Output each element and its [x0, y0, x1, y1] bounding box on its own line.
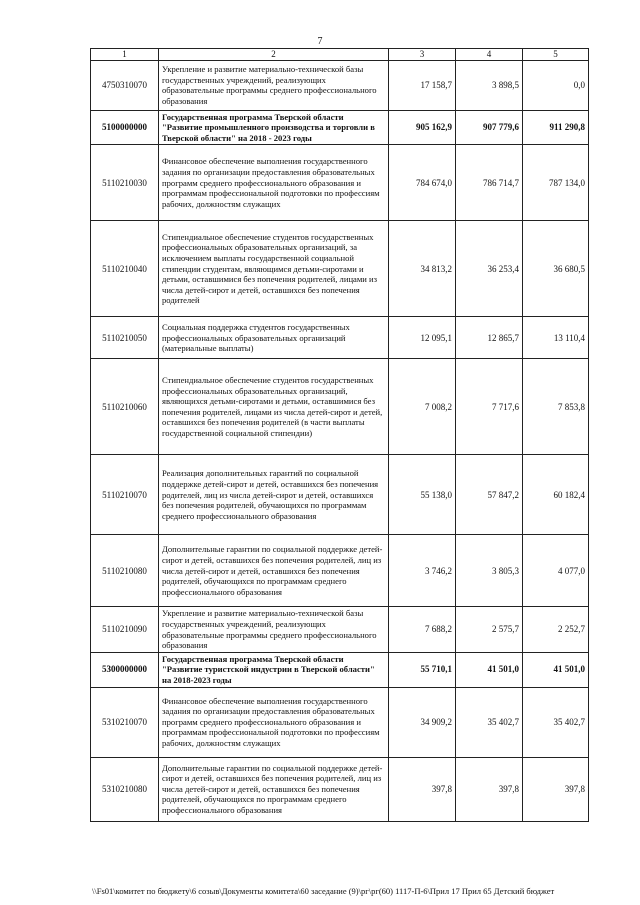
- value-2018-cell: 34 909,2: [389, 687, 456, 757]
- column-header: 4: [456, 49, 523, 61]
- value-2019-cell: 7 717,6: [456, 359, 523, 455]
- value-2019-cell: 3 805,3: [456, 535, 523, 607]
- code-cell: 5110210030: [91, 145, 159, 221]
- code-cell: 5110210070: [91, 455, 159, 535]
- value-2020-cell: 35 402,7: [523, 687, 589, 757]
- description-cell: Реализация дополнительных гарантий по социальной поддержке детей-сирот и детей, оставшихся без попечения родителей, лиц из числа детей-сирот и детей, оставшихся без попечения родителей, обучающихся по программам среднего профессионального образования: [159, 455, 389, 535]
- code-cell: 5310210070: [91, 687, 159, 757]
- column-header: 3: [389, 49, 456, 61]
- description-cell: Финансовое обеспечение выполнения государственного задания по организации предоставления образовательных программ среднего профессионального образования и программам профессиональной подготовки по профессиям рабочих, должностям служащих: [159, 687, 389, 757]
- page-number: 7: [317, 36, 323, 47]
- table-row: [91, 535, 589, 607]
- table-header-row: [91, 49, 589, 61]
- description-cell: Дополнительные гарантии по социальной поддержке детей-сирот и детей, оставшихся без попечения родителей, лиц из числа детей-сирот и детей, оставшихся без попечения родителей, обучающихся по программам среднего профессионального образования: [159, 535, 389, 607]
- table-row: [91, 757, 589, 821]
- description-cell: Государственная программа Тверской области "Развитие туристской индустрии в Тверской области" на 2018-2023 годы: [159, 652, 389, 687]
- description-cell: Социальная поддержка студентов государственных профессиональных образовательных организаций (материальные выплаты): [159, 317, 389, 359]
- value-2019-cell: 12 865,7: [456, 317, 523, 359]
- column-header: 5: [523, 49, 589, 61]
- description-cell: Стипендиальное обеспечение студентов государственных профессиональных образовательных организаций, за исключением выплаты государственной социальной стипендии студентам, являющимся детьми-сиротами и детьми, оставшимися без попечения родителей, лицами из числа детей-сирот и детей, оставшихся без попечения родителей: [159, 221, 389, 317]
- value-2018-cell: 34 813,2: [389, 221, 456, 317]
- value-2019-cell: 57 847,2: [456, 455, 523, 535]
- description-cell: Укрепление и развитие материально-технической базы государственных учреждений, реализующих образовательные программы среднего профессионального образования: [159, 607, 389, 652]
- value-2020-cell: 0,0: [523, 60, 589, 110]
- table-row: [91, 687, 589, 757]
- value-2019-cell: 397,8: [456, 757, 523, 821]
- value-2020-cell: 2 252,7: [523, 607, 589, 652]
- value-2019-cell: 41 501,0: [456, 652, 523, 687]
- code-cell: 5100000000: [91, 110, 159, 145]
- value-2019-cell: 35 402,7: [456, 687, 523, 757]
- value-2020-cell: 787 134,0: [523, 145, 589, 221]
- table-row: [91, 60, 589, 110]
- value-2020-cell: 4 077,0: [523, 535, 589, 607]
- description-cell: Финансовое обеспечение выполнения государственного задания по организации предоставления образовательных программ среднего профессионального образования и программам профессиональной подготовки по профессиям рабочих, должностям служащих: [159, 145, 389, 221]
- value-2019-cell: 907 779,6: [456, 110, 523, 145]
- value-2018-cell: 17 158,7: [389, 60, 456, 110]
- table-row: [91, 455, 589, 535]
- description-cell: Укрепление и развитие материально-технической базы государственных учреждений, реализующих образовательные программы среднего профессионального образования: [159, 60, 389, 110]
- code-cell: 5110210080: [91, 535, 159, 607]
- description-cell: Стипендиальное обеспечение студентов государственных профессиональных образовательных организаций, являющихся детьми-сиротами и детьми, оставшимися без попечения родителей, лицами из числа детей-сирот и детей, оставшихся без попечения родителей (в части выплаты государственной социальной стипендии): [159, 359, 389, 455]
- description-cell: Государственная программа Тверской области "Развитие промышленного производства и торговли в Тверской области" на 2018 - 2023 годы: [159, 110, 389, 145]
- file-path-footer: \\Fs01\комитет по бюджету\6 созыв\Документы комитета\60 заседание (9)\рг\рг(60) 1117-П-6\Прил 17 Прил 65 Детский бюджет: [92, 886, 555, 896]
- value-2020-cell: 60 182,4: [523, 455, 589, 535]
- description-cell: Дополнительные гарантии по социальной поддержке детей-сирот и детей, оставшихся без попечения родителей, лиц из числа детей-сирот и детей, оставшихся без попечения родителей, обучающихся по программам среднего профессионального образования: [159, 757, 389, 821]
- table-row: [91, 145, 589, 221]
- value-2019-cell: 786 714,7: [456, 145, 523, 221]
- code-cell: 5110210060: [91, 359, 159, 455]
- value-2020-cell: 7 853,8: [523, 359, 589, 455]
- value-2019-cell: 36 253,4: [456, 221, 523, 317]
- value-2018-cell: 55 710,1: [389, 652, 456, 687]
- value-2018-cell: 397,8: [389, 757, 456, 821]
- code-cell: 4750310070: [91, 60, 159, 110]
- value-2018-cell: 784 674,0: [389, 145, 456, 221]
- value-2018-cell: 12 095,1: [389, 317, 456, 359]
- code-cell: 5110210090: [91, 607, 159, 652]
- value-2018-cell: 7 688,2: [389, 607, 456, 652]
- code-cell: 5110210040: [91, 221, 159, 317]
- column-header: 2: [159, 49, 389, 61]
- table-row: [91, 359, 589, 455]
- value-2020-cell: 397,8: [523, 757, 589, 821]
- value-2020-cell: 41 501,0: [523, 652, 589, 687]
- program-row: [91, 110, 589, 145]
- value-2019-cell: 3 898,5: [456, 60, 523, 110]
- table-row: [91, 317, 589, 359]
- budget-table: [90, 48, 589, 822]
- value-2020-cell: 13 110,4: [523, 317, 589, 359]
- program-row: [91, 652, 589, 687]
- table-row: [91, 221, 589, 317]
- value-2018-cell: 3 746,2: [389, 535, 456, 607]
- code-cell: 5110210050: [91, 317, 159, 359]
- column-header: 1: [91, 49, 159, 61]
- code-cell: 5300000000: [91, 652, 159, 687]
- value-2020-cell: 911 290,8: [523, 110, 589, 145]
- table-row: [91, 607, 589, 652]
- value-2018-cell: 55 138,0: [389, 455, 456, 535]
- value-2018-cell: 7 008,2: [389, 359, 456, 455]
- value-2018-cell: 905 162,9: [389, 110, 456, 145]
- code-cell: 5310210080: [91, 757, 159, 821]
- value-2019-cell: 2 575,7: [456, 607, 523, 652]
- value-2020-cell: 36 680,5: [523, 221, 589, 317]
